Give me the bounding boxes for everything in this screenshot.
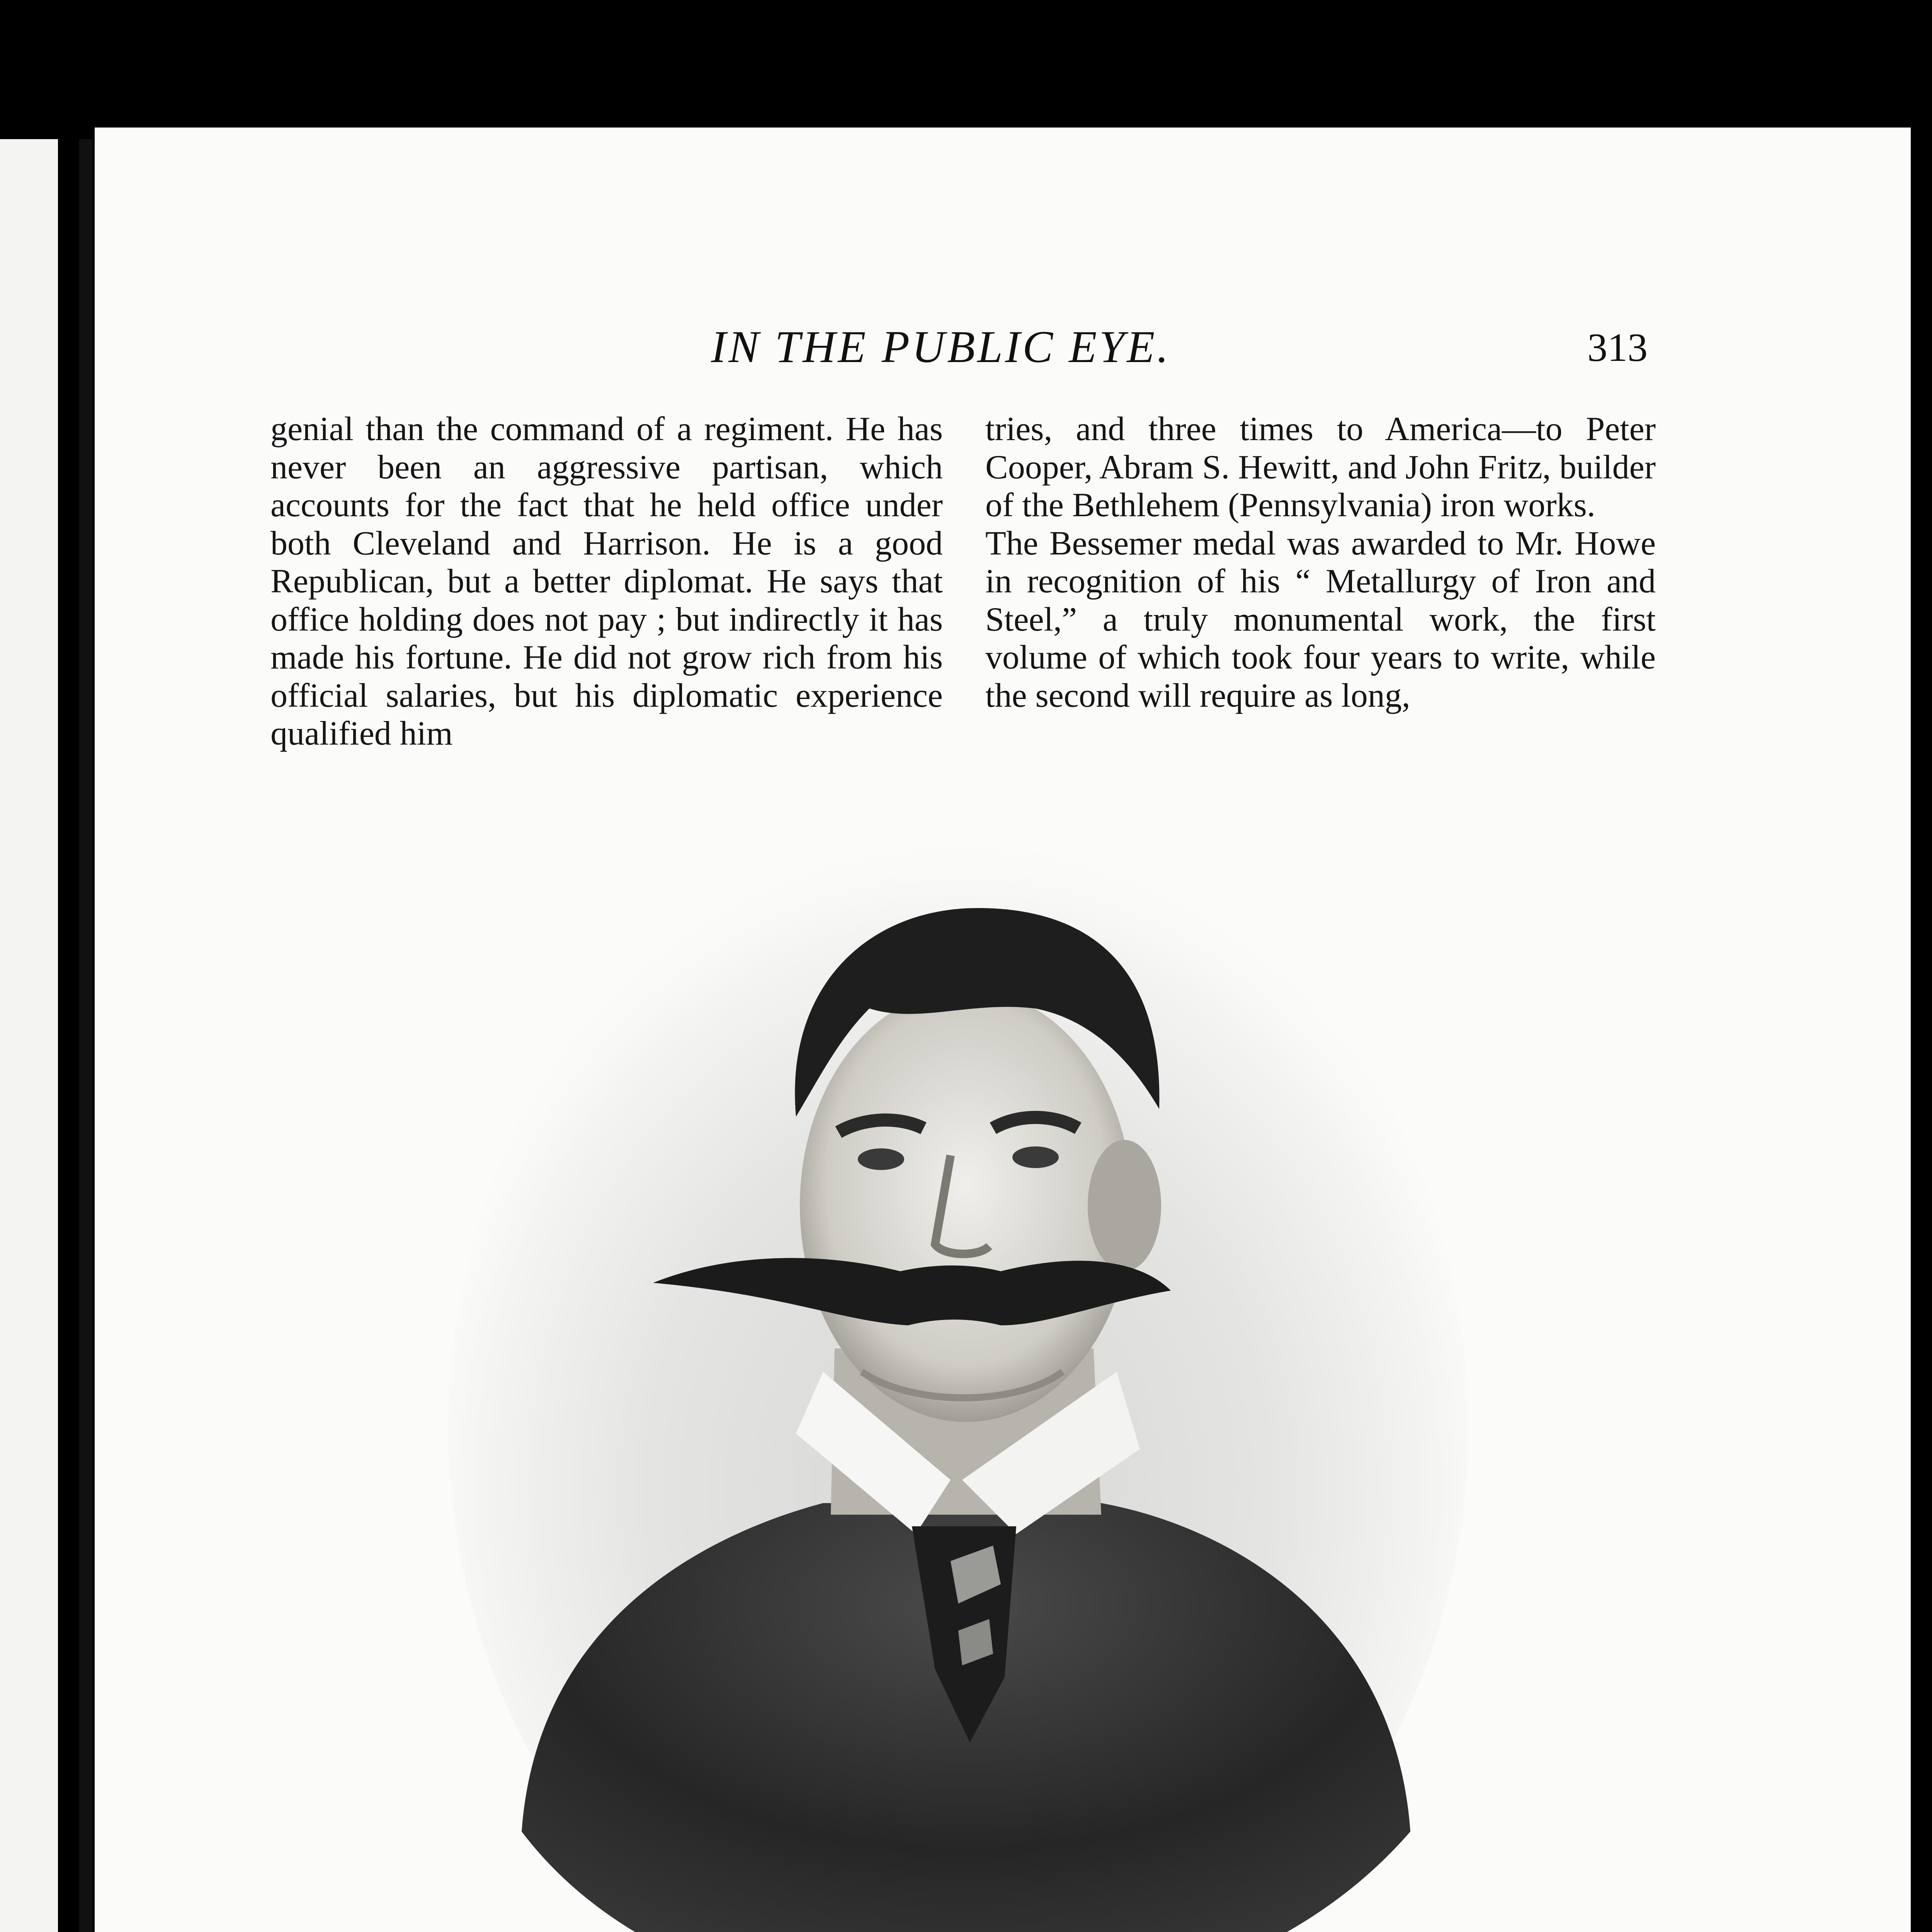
paragraph: The Bessemer medal was awarded to Mr. Howe in recognition of his “ Metallurgy of Iron and Steel,” a truly monumental work, the first volume of which took four years to write, while the second will require as long, [985, 524, 1656, 714]
binding-gutter [79, 139, 92, 1932]
previous-page-edge [0, 139, 58, 1932]
column-top-right [985, 410, 1656, 715]
paragraph: tries, and three times to America—to Peter Cooper, Abram S. Hewitt, and John Fritz, builder of the Bethlehem (Pennsylvania) iron works. [985, 410, 1656, 524]
portrait-illustration [437, 769, 1480, 1932]
page-number: 313 [1587, 325, 1648, 370]
paragraph: genial than the command of a regiment. He has never been an aggressive partisan, which accounts for the fact that he held office under both Cleveland and Harrison. He is a good Republican, but a better diplomat. He says that office holding does not pay ; but indirectly it has made his fortune. He did not grow rich from his official salaries, but his diplomatic experience qualified him [270, 410, 943, 752]
column-top-left [270, 410, 943, 753]
running-title: IN THE PUBLIC EYE. [711, 321, 1171, 372]
